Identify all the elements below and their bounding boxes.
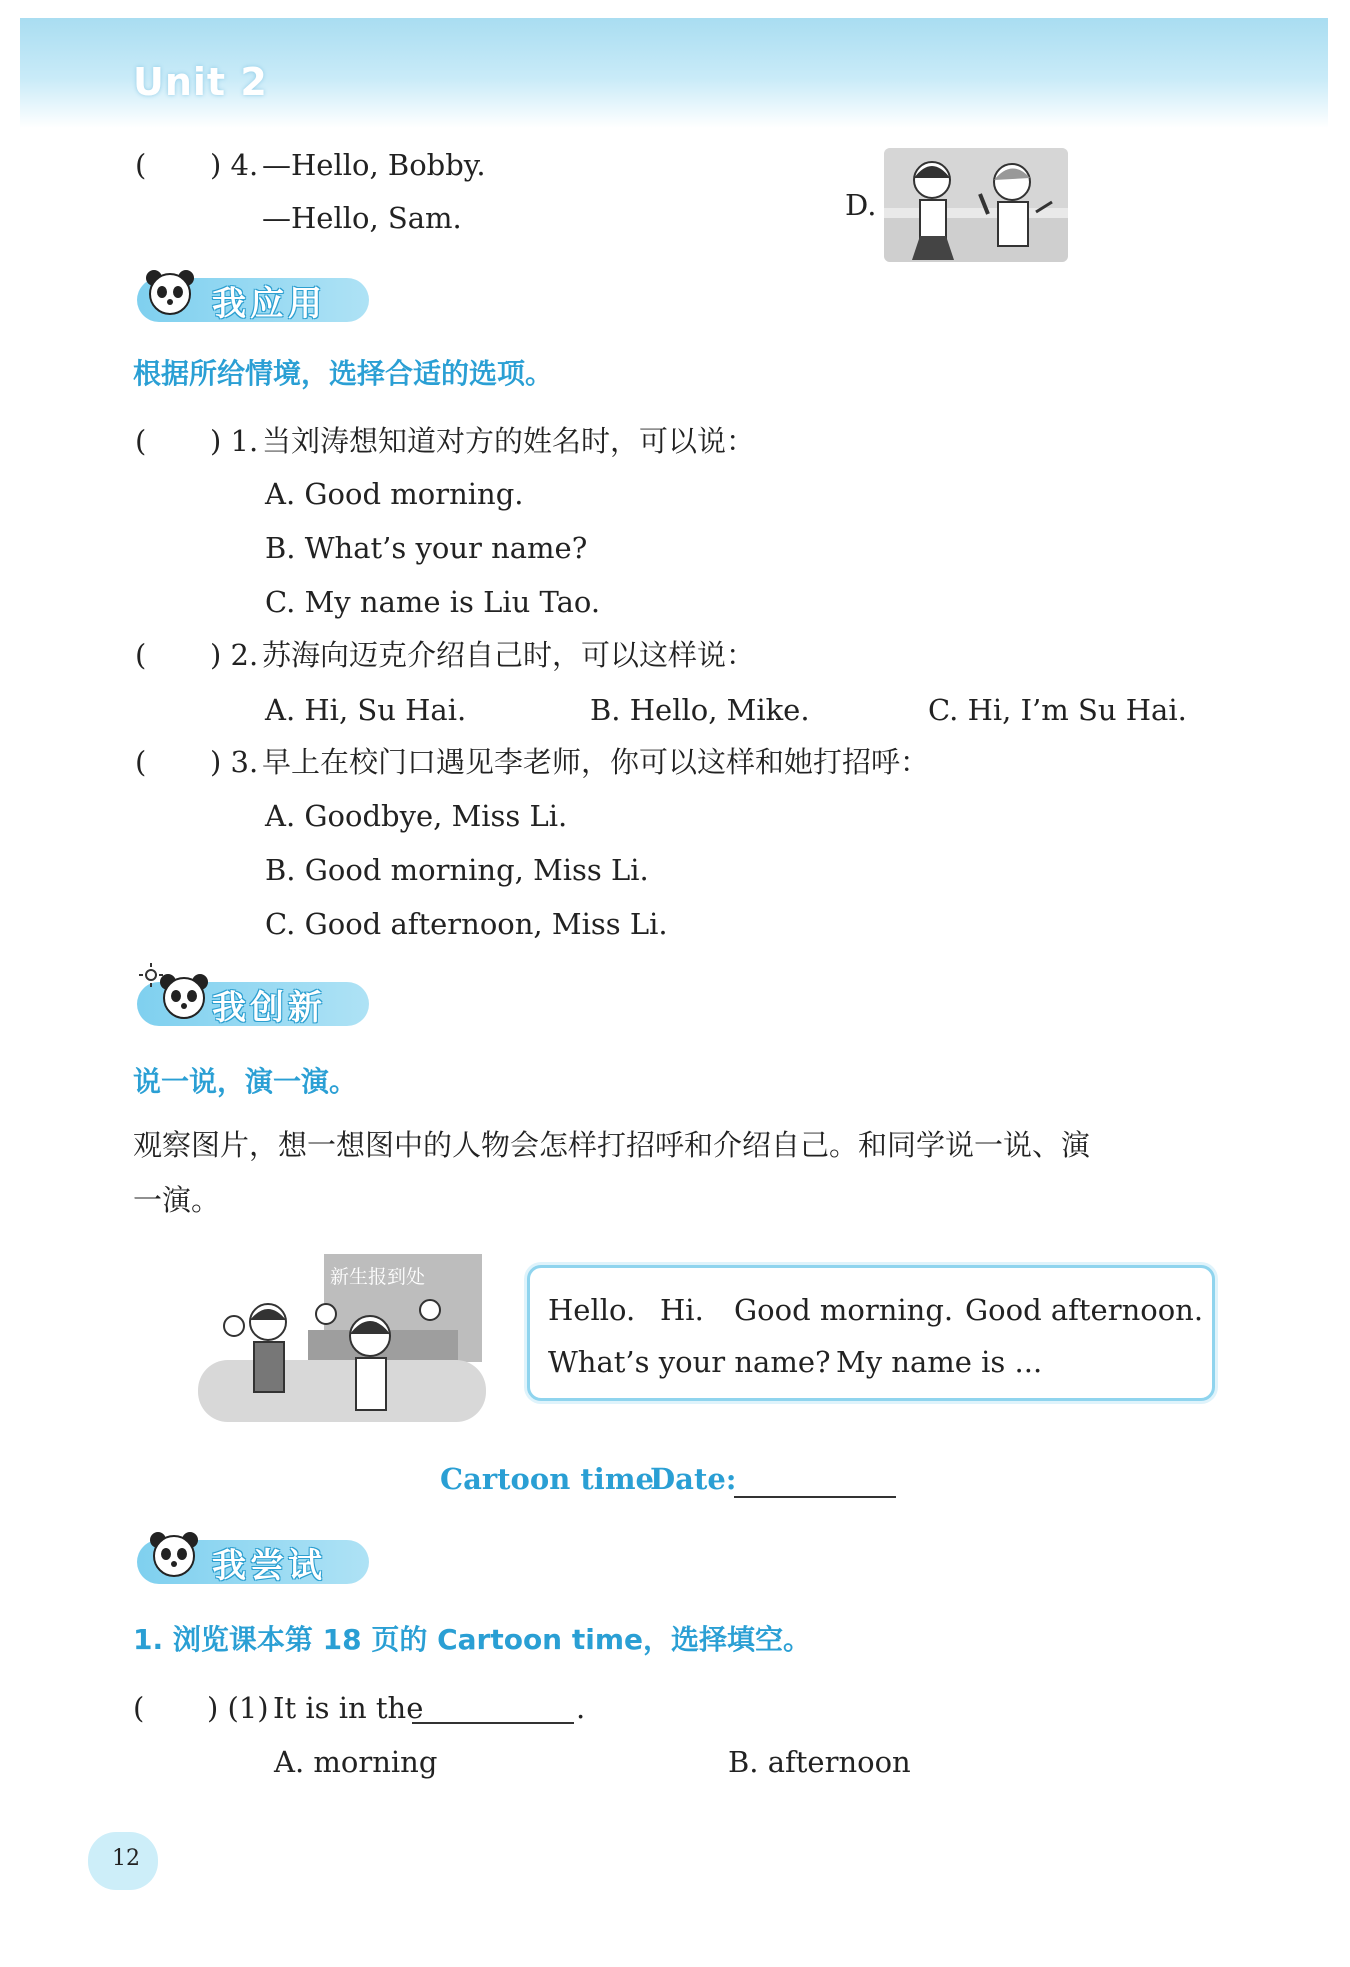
instruction-try: 1. 浏览课本第 18 页的 Cartoon time，选择填空。 bbox=[133, 1623, 812, 1656]
option: C. Hi, I’m Su Hai. bbox=[928, 693, 1187, 727]
option: A. Good morning. bbox=[265, 477, 524, 511]
unit-title: Unit 2 bbox=[133, 60, 268, 104]
instruction-create: 说一说，演一演。 bbox=[133, 1065, 358, 1098]
question-number: ) 3. bbox=[210, 745, 259, 779]
instruction-apply: 根据所给情境，选择合适的选项。 bbox=[133, 357, 554, 390]
panda-icon bbox=[156, 970, 212, 1026]
option: B. afternoon bbox=[728, 1745, 911, 1779]
phrase: What’s your name? bbox=[548, 1345, 831, 1379]
panda-icon bbox=[142, 266, 198, 322]
option: A. morning bbox=[274, 1745, 438, 1779]
picture-option-d bbox=[884, 148, 1068, 262]
option: C. My name is Liu Tao. bbox=[265, 585, 601, 619]
answer-blank[interactable] bbox=[412, 1722, 574, 1724]
phrase: My name is ... bbox=[836, 1345, 1043, 1379]
phrase: Hello. bbox=[548, 1293, 636, 1327]
question-stem: It is in the bbox=[273, 1691, 424, 1725]
section-title-try: 我尝试 bbox=[212, 1546, 326, 1586]
section-title-create: 我创新 bbox=[212, 988, 326, 1028]
registration-illustration bbox=[198, 1250, 486, 1422]
question-stem: 当刘涛想知道对方的姓名时，可以说： bbox=[262, 424, 756, 458]
answer-paren-open: ( bbox=[135, 148, 147, 182]
option-label: D. bbox=[845, 188, 877, 222]
question-stem: 早上在校门口遇见李老师，你可以这样和她打招呼： bbox=[262, 745, 930, 779]
sign-text: 新生报到处 bbox=[330, 1266, 426, 1288]
option: A. Hi, Su Hai. bbox=[265, 693, 467, 727]
page-number: 12 bbox=[112, 1846, 140, 1871]
answer-paren-open: ( bbox=[133, 1691, 145, 1725]
dialogue-line: —Hello, Bobby. bbox=[262, 148, 486, 182]
section-title-apply: 我应用 bbox=[212, 284, 326, 324]
question-number: ) 1. bbox=[210, 424, 259, 458]
panda-icon bbox=[146, 1528, 202, 1584]
question-number: ) 4. bbox=[210, 148, 259, 182]
option: B. Hello, Mike. bbox=[590, 693, 810, 727]
question-end: . bbox=[576, 1691, 586, 1725]
answer-paren-open: ( bbox=[135, 638, 147, 672]
option: B. What’s your name? bbox=[265, 531, 588, 565]
option: A. Goodbye, Miss Li. bbox=[265, 799, 568, 833]
phrase: Good morning. bbox=[734, 1293, 954, 1327]
phrase: Hi. bbox=[660, 1293, 704, 1327]
answer-paren-open: ( bbox=[135, 745, 147, 779]
question-stem: 苏海向迈克介绍自己时，可以这样说： bbox=[262, 638, 756, 672]
question-number: ) 2. bbox=[210, 638, 259, 672]
date-label: Date: bbox=[650, 1462, 737, 1496]
description-line: 一演。 bbox=[133, 1183, 221, 1217]
phrase: Good afternoon. bbox=[965, 1293, 1204, 1327]
description-line: 观察图片，想一想图中的人物会怎样打招呼和介绍自己。和同学说一说、演 bbox=[133, 1128, 1091, 1162]
question-number: ) (1) bbox=[207, 1691, 269, 1725]
option: C. Good afternoon, Miss Li. bbox=[265, 907, 668, 941]
cartoon-title: Cartoon time bbox=[440, 1462, 654, 1496]
answer-paren-open: ( bbox=[135, 424, 147, 458]
date-blank[interactable] bbox=[734, 1496, 896, 1498]
dialogue-line: —Hello, Sam. bbox=[262, 201, 462, 235]
option: B. Good morning, Miss Li. bbox=[265, 853, 649, 887]
